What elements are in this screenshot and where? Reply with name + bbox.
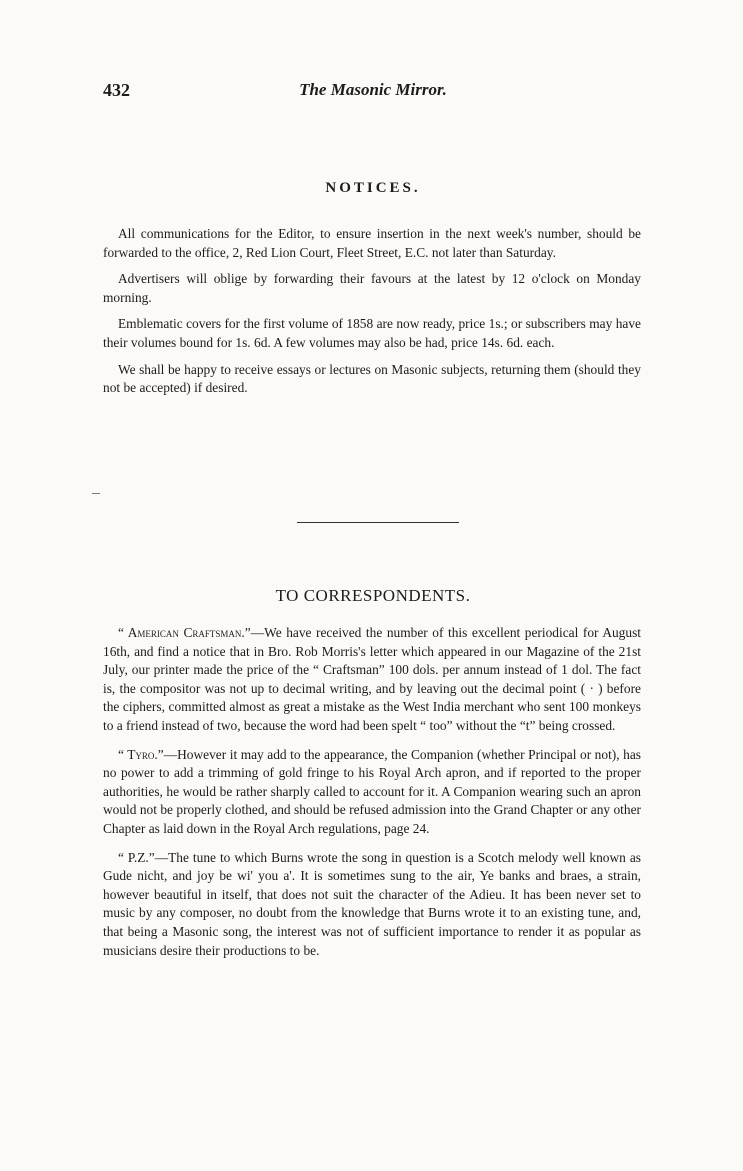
stray-mark xyxy=(92,493,100,494)
correspondents-heading: TO CORRESPONDENTS. xyxy=(275,586,471,605)
entry-text: —We have received the number of this excellent periodical for August 16th, and find a notice that in Bro. Rob Morris's letter which appeared in our Magazine of the 21st July, our printer made the price of the “ Craftsman” 100 dols. per annum instead of 1 dol. The fact is, the compositor was not up to decimal writing, and by leaving out the decimal point ( · ) before the ciphers, committed almost as great a mistake as the West India merchant who sent 100 monkeys to a friend instead of two, because the word had been spelt “ too” without the “t” being crossed. xyxy=(103,625,642,733)
page-number: 432 xyxy=(103,80,130,100)
correspondents-section xyxy=(103,624,641,970)
notices-heading: NOTICES. xyxy=(325,180,421,196)
notice-paragraph: We shall be happy to receive essays or lectures on Masonic subjects, returning them (should they not be accepted) if desired. xyxy=(103,361,641,396)
entry-text: —The tune to which Burns wrote the song in question is a Scotch melody well known as Gude nicht, and joy be wi' you a'. It is sometimes sung to the air, Ye banks and braes, a strain, however beautiful in itself, that does not suit the character of the Adieu. It has been never set to music by any composer, no doubt from the knowledge that Burns wrote it to an existing tune, and, that being a Masonic song, the interest was not of sufficient importance to render it as popular as musicians desire their productions to be. xyxy=(103,849,641,958)
entry-lead: “ American Craftsman.” xyxy=(118,625,251,640)
notice-paragraph: All communications for the Editor, to ensure insertion in the next week's number, should be forwarded to the office, 2, Red Lion Court, Fleet Street, E.C. not later than Saturday. xyxy=(103,226,641,260)
section-divider xyxy=(297,522,459,523)
entry-lead: “ Tyro.” xyxy=(118,746,164,762)
correspondent-entry xyxy=(103,624,641,736)
notices-section xyxy=(103,225,641,406)
notice-paragraph: Advertisers will oblige by forwarding their favours at the latest by 12 o'clock on Monday morning. xyxy=(103,271,641,305)
entry-text: —However it may add to the appearance, the Companion (whether Principal or not), has no power to add a trimming of gold fringe to his Royal Arch apron, and if reported to the proper authorities, he would be rather sharply called to account for it. A Companion wearing such an apron would not be properly clothed, and should be refused admission into the Grand Chapter or any other Chapter as laid down in the Royal Arch regulations, page 24. xyxy=(103,746,641,836)
correspondent-entry xyxy=(103,849,641,961)
running-title: The Masonic Mirror. xyxy=(299,80,447,99)
notice-paragraph: Emblematic covers for the first volume of 1858 are now ready, price 1s.; or subscribers may have their volumes bound for 1s. 6d. A few volumes may also be had, price 14s. 6d. each. xyxy=(103,316,641,350)
correspondent-entry xyxy=(103,746,641,839)
entry-lead: “ P.Z.” xyxy=(118,849,155,865)
page-header xyxy=(103,80,643,104)
